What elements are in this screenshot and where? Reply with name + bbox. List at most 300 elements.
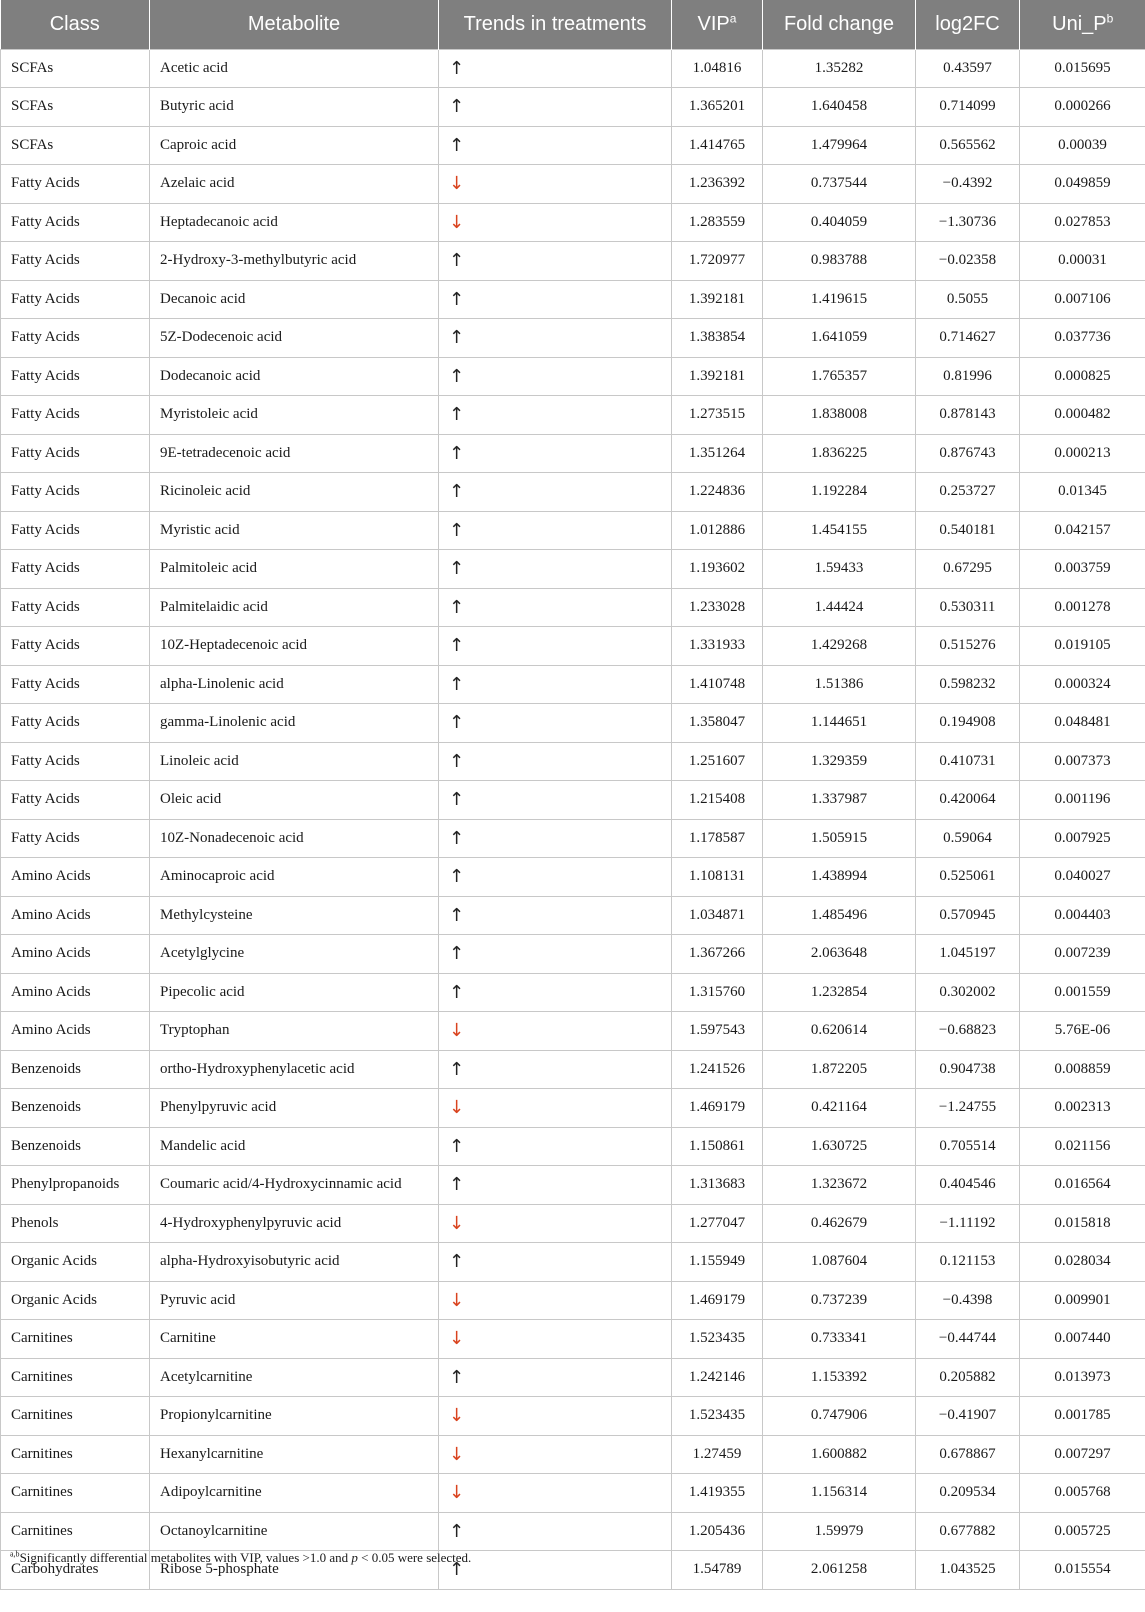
col-header-fold-change: Fold change bbox=[763, 0, 916, 49]
cell-uni-p: 0.015818 bbox=[1020, 1204, 1145, 1243]
cell-uni-p: 0.007440 bbox=[1020, 1320, 1145, 1359]
table-row bbox=[1, 858, 1145, 897]
cell-vip: 1.313683 bbox=[672, 1166, 763, 1205]
arrow-down-icon: ↓ bbox=[449, 1482, 465, 1504]
cell-uni-p: 0.019105 bbox=[1020, 627, 1145, 666]
arrow-down-icon: ↓ bbox=[449, 1212, 465, 1234]
cell-trend bbox=[439, 1397, 672, 1436]
cell-class: Fatty Acids bbox=[1, 819, 150, 858]
cell-log2fc: 0.678867 bbox=[916, 1435, 1020, 1474]
cell-metabolite: 5Z-Dodecenoic acid bbox=[150, 319, 439, 358]
cell-log2fc: 0.420064 bbox=[916, 781, 1020, 820]
cell-fold-change: 1.505915 bbox=[763, 819, 916, 858]
cell-metabolite: Oleic acid bbox=[150, 781, 439, 820]
footnote-p-symbol: p bbox=[351, 1550, 358, 1565]
table-row bbox=[1, 473, 1145, 512]
arrow-up-icon: ↑ bbox=[449, 943, 465, 965]
table-row bbox=[1, 434, 1145, 473]
col-header-metabolite: Metabolite bbox=[150, 0, 439, 49]
cell-uni-p: 0.037736 bbox=[1020, 319, 1145, 358]
cell-class: Fatty Acids bbox=[1, 511, 150, 550]
cell-fold-change: 1.479964 bbox=[763, 126, 916, 165]
table-row bbox=[1, 126, 1145, 165]
cell-fold-change: 1.44424 bbox=[763, 588, 916, 627]
cell-log2fc: 0.530311 bbox=[916, 588, 1020, 627]
cell-vip: 1.277047 bbox=[672, 1204, 763, 1243]
cell-trend bbox=[439, 1089, 672, 1128]
cell-class: Organic Acids bbox=[1, 1281, 150, 1320]
cell-fold-change: 1.329359 bbox=[763, 742, 916, 781]
cell-fold-change: 0.620614 bbox=[763, 1012, 916, 1051]
cell-metabolite: Hexanylcarnitine bbox=[150, 1435, 439, 1474]
cell-metabolite: Ribose 5-phosphate bbox=[150, 1551, 439, 1590]
cell-fold-change: 1.59979 bbox=[763, 1512, 916, 1551]
cell-class: Carnitines bbox=[1, 1435, 150, 1474]
cell-uni-p: 0.040027 bbox=[1020, 858, 1145, 897]
cell-log2fc: −0.68823 bbox=[916, 1012, 1020, 1051]
cell-uni-p: 0.021156 bbox=[1020, 1127, 1145, 1166]
cell-uni-p: 0.000266 bbox=[1020, 88, 1145, 127]
cell-fold-change: 1.337987 bbox=[763, 781, 916, 820]
cell-trend bbox=[439, 126, 672, 165]
arrow-up-icon: ↑ bbox=[449, 365, 465, 387]
table-row bbox=[1, 1358, 1145, 1397]
cell-metabolite: Dodecanoic acid bbox=[150, 357, 439, 396]
cell-class: Benzenoids bbox=[1, 1050, 150, 1089]
cell-log2fc: 0.714627 bbox=[916, 319, 1020, 358]
table-header bbox=[1, 0, 1145, 49]
cell-trend bbox=[439, 511, 672, 550]
cell-vip: 1.155949 bbox=[672, 1243, 763, 1282]
cell-class: Fatty Acids bbox=[1, 242, 150, 281]
cell-vip: 1.27459 bbox=[672, 1435, 763, 1474]
cell-metabolite: Azelaic acid bbox=[150, 165, 439, 204]
cell-metabolite: Pipecolic acid bbox=[150, 973, 439, 1012]
cell-uni-p: 0.008859 bbox=[1020, 1050, 1145, 1089]
cell-trend bbox=[439, 1320, 672, 1359]
cell-metabolite: 4-Hydroxyphenylpyruvic acid bbox=[150, 1204, 439, 1243]
cell-fold-change: 1.836225 bbox=[763, 434, 916, 473]
arrow-up-icon: ↑ bbox=[449, 1520, 465, 1542]
cell-vip: 1.04816 bbox=[672, 49, 763, 88]
cell-log2fc: 0.404546 bbox=[916, 1166, 1020, 1205]
cell-log2fc: −0.41907 bbox=[916, 1397, 1020, 1436]
arrow-up-icon: ↑ bbox=[449, 789, 465, 811]
cell-metabolite: Ricinoleic acid bbox=[150, 473, 439, 512]
cell-uni-p: 0.007373 bbox=[1020, 742, 1145, 781]
arrow-up-icon: ↑ bbox=[449, 750, 465, 772]
cell-log2fc: 1.043525 bbox=[916, 1551, 1020, 1590]
cell-fold-change: 1.641059 bbox=[763, 319, 916, 358]
cell-class: Carnitines bbox=[1, 1358, 150, 1397]
arrow-up-icon: ↑ bbox=[449, 635, 465, 657]
table-row bbox=[1, 550, 1145, 589]
cell-metabolite: Acetylglycine bbox=[150, 935, 439, 974]
cell-vip: 1.383854 bbox=[672, 319, 763, 358]
cell-metabolite: Acetic acid bbox=[150, 49, 439, 88]
cell-trend bbox=[439, 665, 672, 704]
cell-uni-p: 0.01345 bbox=[1020, 473, 1145, 512]
cell-class: Amino Acids bbox=[1, 935, 150, 974]
cell-uni-p: 0.000825 bbox=[1020, 357, 1145, 396]
cell-trend bbox=[439, 473, 672, 512]
arrow-up-icon: ↑ bbox=[449, 981, 465, 1003]
cell-trend bbox=[439, 742, 672, 781]
cell-metabolite: Butyric acid bbox=[150, 88, 439, 127]
cell-metabolite: Tryptophan bbox=[150, 1012, 439, 1051]
cell-class: Fatty Acids bbox=[1, 357, 150, 396]
arrow-down-icon: ↓ bbox=[449, 1020, 465, 1042]
table-footnote bbox=[10, 1550, 471, 1566]
cell-fold-change: 1.765357 bbox=[763, 357, 916, 396]
cell-fold-change: 1.323672 bbox=[763, 1166, 916, 1205]
cell-uni-p: 0.027853 bbox=[1020, 203, 1145, 242]
table-row bbox=[1, 1397, 1145, 1436]
table-row bbox=[1, 49, 1145, 88]
cell-uni-p: 0.001196 bbox=[1020, 781, 1145, 820]
col-header-log2fc: log2FC bbox=[916, 0, 1020, 49]
arrow-down-icon: ↓ bbox=[449, 211, 465, 233]
cell-vip: 1.233028 bbox=[672, 588, 763, 627]
cell-metabolite: 10Z-Heptadecenoic acid bbox=[150, 627, 439, 666]
cell-trend bbox=[439, 588, 672, 627]
cell-uni-p: 0.042157 bbox=[1020, 511, 1145, 550]
cell-class: Amino Acids bbox=[1, 973, 150, 1012]
cell-log2fc: 0.59064 bbox=[916, 819, 1020, 858]
cell-log2fc: 0.876743 bbox=[916, 434, 1020, 473]
cell-trend bbox=[439, 704, 672, 743]
cell-trend bbox=[439, 1358, 672, 1397]
arrow-up-icon: ↑ bbox=[449, 866, 465, 888]
cell-fold-change: 1.192284 bbox=[763, 473, 916, 512]
arrow-up-icon: ↑ bbox=[449, 134, 465, 156]
cell-uni-p: 0.005768 bbox=[1020, 1474, 1145, 1513]
cell-fold-change: 0.462679 bbox=[763, 1204, 916, 1243]
cell-vip: 1.205436 bbox=[672, 1512, 763, 1551]
cell-uni-p: 0.003759 bbox=[1020, 550, 1145, 589]
footnote-marker: a,b bbox=[10, 1549, 20, 1559]
cell-class: Fatty Acids bbox=[1, 280, 150, 319]
cell-metabolite: Carnitine bbox=[150, 1320, 439, 1359]
cell-uni-p: 0.007925 bbox=[1020, 819, 1145, 858]
cell-class: Fatty Acids bbox=[1, 665, 150, 704]
table-row bbox=[1, 88, 1145, 127]
cell-fold-change: 1.153392 bbox=[763, 1358, 916, 1397]
cell-class: Fatty Acids bbox=[1, 203, 150, 242]
cell-vip: 1.419355 bbox=[672, 1474, 763, 1513]
cell-trend bbox=[439, 973, 672, 1012]
cell-class: Carnitines bbox=[1, 1320, 150, 1359]
cell-log2fc: 0.121153 bbox=[916, 1243, 1020, 1282]
cell-fold-change: 1.156314 bbox=[763, 1474, 916, 1513]
cell-class: Fatty Acids bbox=[1, 319, 150, 358]
cell-metabolite: gamma-Linolenic acid bbox=[150, 704, 439, 743]
cell-class: Carnitines bbox=[1, 1397, 150, 1436]
cell-fold-change: 1.144651 bbox=[763, 704, 916, 743]
cell-vip: 1.224836 bbox=[672, 473, 763, 512]
table-row bbox=[1, 819, 1145, 858]
cell-trend bbox=[439, 1012, 672, 1051]
table-row bbox=[1, 896, 1145, 935]
cell-fold-change: 2.061258 bbox=[763, 1551, 916, 1590]
cell-metabolite: Caproic acid bbox=[150, 126, 439, 165]
arrow-up-icon: ↑ bbox=[449, 442, 465, 464]
cell-class: Fatty Acids bbox=[1, 396, 150, 435]
cell-class: Fatty Acids bbox=[1, 588, 150, 627]
table-row bbox=[1, 1050, 1145, 1089]
cell-fold-change: 1.438994 bbox=[763, 858, 916, 897]
cell-vip: 1.351264 bbox=[672, 434, 763, 473]
cell-trend bbox=[439, 1204, 672, 1243]
cell-log2fc: 0.570945 bbox=[916, 896, 1020, 935]
cell-metabolite: Heptadecanoic acid bbox=[150, 203, 439, 242]
table-row bbox=[1, 1243, 1145, 1282]
table-row bbox=[1, 511, 1145, 550]
footnote-text-after: < 0.05 were selected. bbox=[357, 1550, 472, 1565]
cell-fold-change: 1.232854 bbox=[763, 973, 916, 1012]
cell-class: Phenols bbox=[1, 1204, 150, 1243]
table-row bbox=[1, 665, 1145, 704]
cell-class: Benzenoids bbox=[1, 1089, 150, 1128]
cell-class: Fatty Acids bbox=[1, 473, 150, 512]
cell-metabolite: Coumaric acid/4-Hydroxycinnamic acid bbox=[150, 1166, 439, 1205]
cell-fold-change: 1.454155 bbox=[763, 511, 916, 550]
cell-uni-p: 0.049859 bbox=[1020, 165, 1145, 204]
arrow-up-icon: ↑ bbox=[449, 596, 465, 618]
table-row bbox=[1, 1012, 1145, 1051]
cell-fold-change: 1.35282 bbox=[763, 49, 916, 88]
cell-class: Fatty Acids bbox=[1, 165, 150, 204]
cell-uni-p: 0.004403 bbox=[1020, 896, 1145, 935]
cell-fold-change: 1.429268 bbox=[763, 627, 916, 666]
arrow-up-icon: ↑ bbox=[449, 250, 465, 272]
cell-log2fc: 0.540181 bbox=[916, 511, 1020, 550]
table-row bbox=[1, 742, 1145, 781]
cell-log2fc: 0.904738 bbox=[916, 1050, 1020, 1089]
arrow-up-icon: ↑ bbox=[449, 57, 465, 79]
cell-vip: 1.034871 bbox=[672, 896, 763, 935]
cell-metabolite: Phenylpyruvic acid bbox=[150, 1089, 439, 1128]
cell-trend bbox=[439, 88, 672, 127]
arrow-down-icon: ↓ bbox=[449, 1443, 465, 1465]
vip-label: VIP bbox=[697, 12, 730, 35]
cell-log2fc: 0.525061 bbox=[916, 858, 1020, 897]
cell-fold-change: 0.737239 bbox=[763, 1281, 916, 1320]
cell-log2fc: 0.410731 bbox=[916, 742, 1020, 781]
cell-vip: 1.108131 bbox=[672, 858, 763, 897]
vip-superscript: a bbox=[729, 11, 737, 26]
cell-vip: 1.251607 bbox=[672, 742, 763, 781]
arrow-down-icon: ↓ bbox=[449, 1097, 465, 1119]
cell-trend bbox=[439, 1127, 672, 1166]
cell-class: Fatty Acids bbox=[1, 781, 150, 820]
cell-log2fc: −1.24755 bbox=[916, 1089, 1020, 1128]
cell-class: Fatty Acids bbox=[1, 742, 150, 781]
cell-trend bbox=[439, 357, 672, 396]
cell-metabolite: Palmitoleic acid bbox=[150, 550, 439, 589]
cell-fold-change: 1.419615 bbox=[763, 280, 916, 319]
cell-vip: 1.150861 bbox=[672, 1127, 763, 1166]
cell-fold-change: 1.838008 bbox=[763, 396, 916, 435]
cell-log2fc: 1.045197 bbox=[916, 935, 1020, 974]
table-row bbox=[1, 973, 1145, 1012]
cell-class: Fatty Acids bbox=[1, 434, 150, 473]
table-row bbox=[1, 1512, 1145, 1551]
cell-class: Fatty Acids bbox=[1, 704, 150, 743]
cell-vip: 1.523435 bbox=[672, 1320, 763, 1359]
cell-uni-p: 0.005725 bbox=[1020, 1512, 1145, 1551]
col-header-vip bbox=[672, 0, 763, 49]
cell-vip: 1.331933 bbox=[672, 627, 763, 666]
cell-metabolite: Adipoylcarnitine bbox=[150, 1474, 439, 1513]
cell-vip: 1.392181 bbox=[672, 280, 763, 319]
cell-class: SCFAs bbox=[1, 88, 150, 127]
arrow-up-icon: ↑ bbox=[449, 288, 465, 310]
cell-trend bbox=[439, 935, 672, 974]
cell-trend bbox=[439, 627, 672, 666]
cell-uni-p: 0.001785 bbox=[1020, 1397, 1145, 1436]
cell-log2fc: 0.714099 bbox=[916, 88, 1020, 127]
arrow-up-icon: ↑ bbox=[449, 1135, 465, 1157]
cell-log2fc: −1.30736 bbox=[916, 203, 1020, 242]
table-row bbox=[1, 242, 1145, 281]
cell-trend bbox=[439, 1435, 672, 1474]
cell-trend bbox=[439, 1243, 672, 1282]
cell-vip: 1.236392 bbox=[672, 165, 763, 204]
cell-uni-p: 0.00039 bbox=[1020, 126, 1145, 165]
arrow-up-icon: ↑ bbox=[449, 1058, 465, 1080]
arrow-up-icon: ↑ bbox=[449, 1251, 465, 1273]
cell-trend bbox=[439, 1512, 672, 1551]
cell-fold-change: 0.747906 bbox=[763, 1397, 916, 1436]
cell-uni-p: 0.001559 bbox=[1020, 973, 1145, 1012]
cell-uni-p: 0.00031 bbox=[1020, 242, 1145, 281]
arrow-up-icon: ↑ bbox=[449, 481, 465, 503]
cell-trend bbox=[439, 1281, 672, 1320]
cell-metabolite: Pyruvic acid bbox=[150, 1281, 439, 1320]
cell-log2fc: 0.565562 bbox=[916, 126, 1020, 165]
cell-fold-change: 1.640458 bbox=[763, 88, 916, 127]
table-row bbox=[1, 1089, 1145, 1128]
table-row bbox=[1, 935, 1145, 974]
arrow-up-icon: ↑ bbox=[449, 96, 465, 118]
cell-vip: 1.012886 bbox=[672, 511, 763, 550]
cell-vip: 1.414765 bbox=[672, 126, 763, 165]
cell-uni-p: 0.000482 bbox=[1020, 396, 1145, 435]
cell-log2fc: 0.705514 bbox=[916, 1127, 1020, 1166]
cell-uni-p: 0.007297 bbox=[1020, 1435, 1145, 1474]
arrow-up-icon: ↑ bbox=[449, 1366, 465, 1388]
cell-vip: 1.469179 bbox=[672, 1281, 763, 1320]
arrow-up-icon: ↑ bbox=[449, 827, 465, 849]
cell-metabolite: Decanoic acid bbox=[150, 280, 439, 319]
cell-class: Carbohydrates bbox=[1, 1551, 150, 1590]
cell-metabolite: Aminocaproic acid bbox=[150, 858, 439, 897]
cell-log2fc: 0.677882 bbox=[916, 1512, 1020, 1551]
arrow-up-icon: ↑ bbox=[449, 1559, 465, 1581]
table-row bbox=[1, 165, 1145, 204]
cell-fold-change: 0.737544 bbox=[763, 165, 916, 204]
arrow-up-icon: ↑ bbox=[449, 327, 465, 349]
cell-trend bbox=[439, 896, 672, 935]
cell-trend bbox=[439, 242, 672, 281]
cell-trend bbox=[439, 781, 672, 820]
cell-trend bbox=[439, 165, 672, 204]
cell-uni-p: 5.76E-06 bbox=[1020, 1012, 1145, 1051]
cell-trend bbox=[439, 1166, 672, 1205]
table-row bbox=[1, 781, 1145, 820]
cell-vip: 1.720977 bbox=[672, 242, 763, 281]
cell-vip: 1.392181 bbox=[672, 357, 763, 396]
cell-metabolite: Myristic acid bbox=[150, 511, 439, 550]
cell-fold-change: 1.51386 bbox=[763, 665, 916, 704]
table-row bbox=[1, 704, 1145, 743]
arrow-down-icon: ↓ bbox=[449, 173, 465, 195]
cell-metabolite: Propionylcarnitine bbox=[150, 1397, 439, 1436]
cell-vip: 1.215408 bbox=[672, 781, 763, 820]
cell-vip: 1.365201 bbox=[672, 88, 763, 127]
cell-trend bbox=[439, 396, 672, 435]
cell-class: Fatty Acids bbox=[1, 627, 150, 666]
cell-log2fc: −1.11192 bbox=[916, 1204, 1020, 1243]
cell-uni-p: 0.013973 bbox=[1020, 1358, 1145, 1397]
cell-vip: 1.54789 bbox=[672, 1551, 763, 1590]
cell-vip: 1.358047 bbox=[672, 704, 763, 743]
cell-uni-p: 0.016564 bbox=[1020, 1166, 1145, 1205]
table-row bbox=[1, 1127, 1145, 1166]
cell-trend bbox=[439, 858, 672, 897]
cell-metabolite: ortho-Hydroxyphenylacetic acid bbox=[150, 1050, 439, 1089]
cell-metabolite: alpha-Hydroxyisobutyric acid bbox=[150, 1243, 439, 1282]
cell-metabolite: Methylcysteine bbox=[150, 896, 439, 935]
cell-vip: 1.178587 bbox=[672, 819, 763, 858]
cell-class: Carnitines bbox=[1, 1512, 150, 1551]
cell-log2fc: 0.43597 bbox=[916, 49, 1020, 88]
cell-fold-change: 1.087604 bbox=[763, 1243, 916, 1282]
cell-log2fc: 0.515276 bbox=[916, 627, 1020, 666]
cell-trend bbox=[439, 434, 672, 473]
cell-uni-p: 0.007239 bbox=[1020, 935, 1145, 974]
uni-p-superscript: b bbox=[1106, 11, 1114, 26]
cell-log2fc: 0.253727 bbox=[916, 473, 1020, 512]
cell-uni-p: 0.000324 bbox=[1020, 665, 1145, 704]
table-row bbox=[1, 1435, 1145, 1474]
table-row bbox=[1, 1166, 1145, 1205]
table-row bbox=[1, 357, 1145, 396]
cell-vip: 1.523435 bbox=[672, 1397, 763, 1436]
cell-uni-p: 0.000213 bbox=[1020, 434, 1145, 473]
cell-log2fc: 0.67295 bbox=[916, 550, 1020, 589]
cell-fold-change: 1.59433 bbox=[763, 550, 916, 589]
cell-log2fc: 0.194908 bbox=[916, 704, 1020, 743]
cell-trend bbox=[439, 1551, 672, 1590]
cell-class: Benzenoids bbox=[1, 1127, 150, 1166]
table-row bbox=[1, 1281, 1145, 1320]
arrow-down-icon: ↓ bbox=[449, 1289, 465, 1311]
cell-fold-change: 0.421164 bbox=[763, 1089, 916, 1128]
cell-class: Carnitines bbox=[1, 1474, 150, 1513]
cell-vip: 1.597543 bbox=[672, 1012, 763, 1051]
cell-class: Organic Acids bbox=[1, 1243, 150, 1282]
cell-class: Amino Acids bbox=[1, 858, 150, 897]
cell-class: Phenylpropanoids bbox=[1, 1166, 150, 1205]
cell-uni-p: 0.015554 bbox=[1020, 1551, 1145, 1590]
arrow-up-icon: ↑ bbox=[449, 519, 465, 541]
arrow-up-icon: ↑ bbox=[449, 904, 465, 926]
table-row bbox=[1, 396, 1145, 435]
cell-log2fc: 0.209534 bbox=[916, 1474, 1020, 1513]
cell-uni-p: 0.007106 bbox=[1020, 280, 1145, 319]
